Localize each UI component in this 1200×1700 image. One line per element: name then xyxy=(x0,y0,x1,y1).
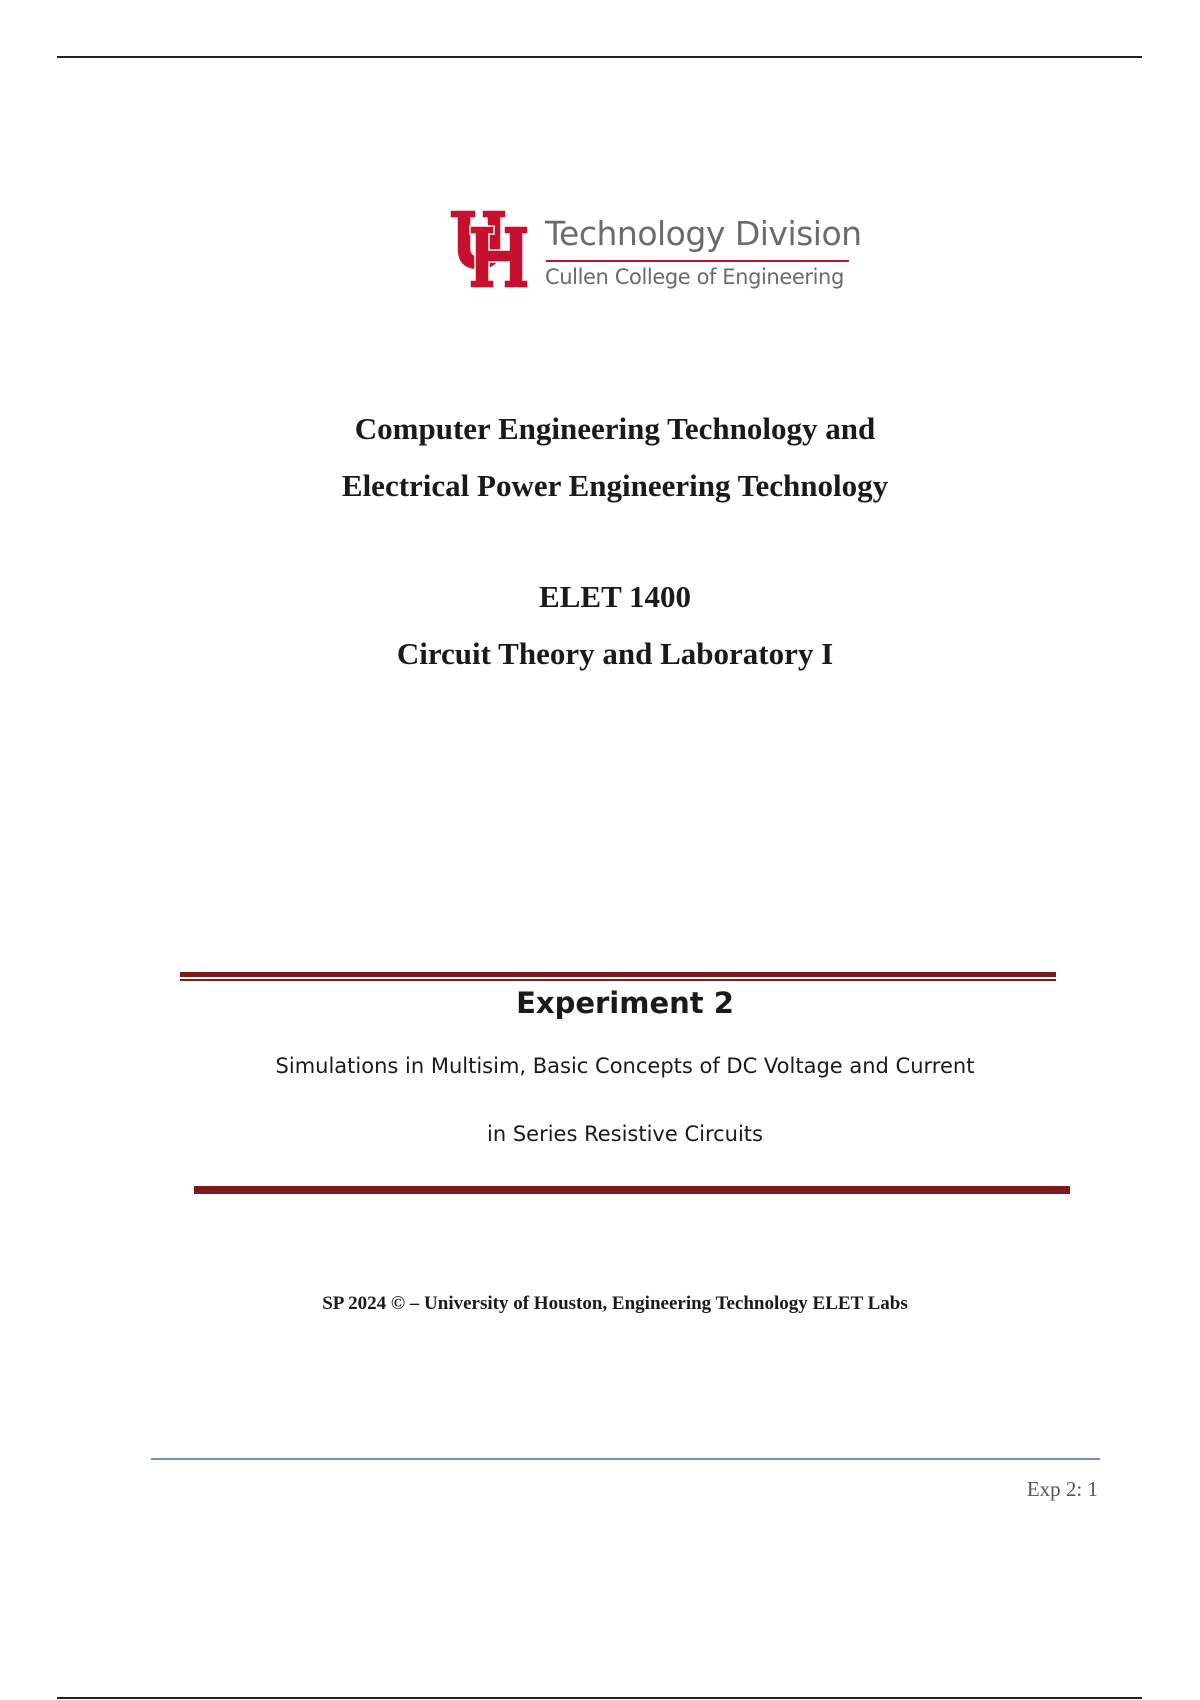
page-number: Exp 2: 1 xyxy=(1026,1477,1098,1501)
logo-title: Technology Division xyxy=(545,214,862,253)
course-name: Circuit Theory and Laboratory I xyxy=(396,636,834,671)
uh-technology-division-logo xyxy=(448,208,862,292)
top-border-rule xyxy=(57,56,1142,58)
experiment-title: Experiment 2 xyxy=(516,986,734,1020)
course-code: ELET 1400 xyxy=(539,579,691,614)
experiment-subtitle-line-1: Simulations in Multisim, Basic Concepts of DC Voltage and Current xyxy=(275,1054,975,1078)
footer-rule xyxy=(151,1458,1100,1460)
department-line-1: Computer Engineering Technology and xyxy=(354,411,876,446)
logo-subtitle: Cullen College of Engineering xyxy=(545,265,844,289)
experiment-subtitle-line-2: in Series Resistive Circuits xyxy=(487,1122,763,1146)
uh-logo-mark-icon xyxy=(448,208,530,290)
copyright-notice: SP 2024 © – University of Houston, Engineering Technology ELET Labs xyxy=(322,1293,908,1314)
bottom-border-rule xyxy=(57,1697,1142,1699)
department-line-2: Electrical Power Engineering Technology xyxy=(341,468,889,503)
experiment-bottom-rule xyxy=(194,1186,1070,1194)
experiment-top-rule xyxy=(180,972,1056,977)
experiment-top-rule-thin xyxy=(180,979,1056,981)
logo-divider-line xyxy=(546,260,849,262)
